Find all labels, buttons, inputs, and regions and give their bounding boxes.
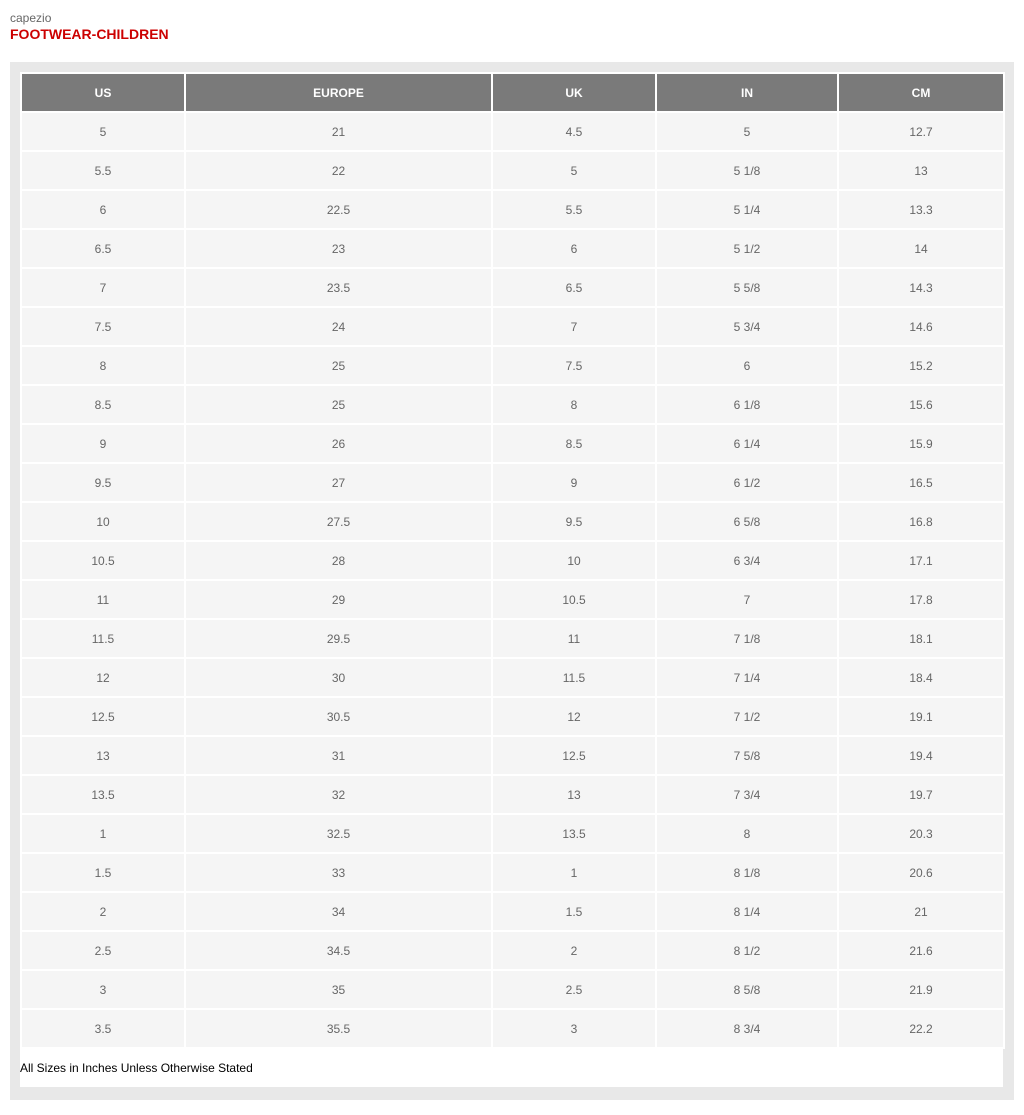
cell-uk: 7	[492, 307, 656, 346]
cell-uk: 10.5	[492, 580, 656, 619]
cell-uk: 4.5	[492, 112, 656, 151]
cell-cm: 15.9	[838, 424, 1004, 463]
cell-us: 9	[21, 424, 185, 463]
cell-cm: 20.3	[838, 814, 1004, 853]
cell-uk: 9.5	[492, 502, 656, 541]
cell-us: 6	[21, 190, 185, 229]
cell-europe: 30	[185, 658, 492, 697]
cell-europe: 31	[185, 736, 492, 775]
cell-europe: 30.5	[185, 697, 492, 736]
cell-us: 13	[21, 736, 185, 775]
cell-in: 8 1/4	[656, 892, 838, 931]
cell-uk: 2.5	[492, 970, 656, 1009]
cell-europe: 29	[185, 580, 492, 619]
cell-cm: 21.6	[838, 931, 1004, 970]
cell-in: 8 1/2	[656, 931, 838, 970]
cell-europe: 28	[185, 541, 492, 580]
cell-cm: 19.4	[838, 736, 1004, 775]
cell-uk: 9	[492, 463, 656, 502]
cell-europe: 34.5	[185, 931, 492, 970]
cell-cm: 14.6	[838, 307, 1004, 346]
table-row	[21, 1009, 1004, 1048]
table-row	[21, 268, 1004, 307]
cell-cm: 14	[838, 229, 1004, 268]
cell-cm: 21.9	[838, 970, 1004, 1009]
brand-name: capezio	[10, 11, 52, 25]
cell-in: 8 5/8	[656, 970, 838, 1009]
cell-cm: 17.8	[838, 580, 1004, 619]
cell-uk: 5.5	[492, 190, 656, 229]
size-chart-table	[20, 72, 1005, 1049]
cell-uk: 6.5	[492, 268, 656, 307]
table-row	[21, 853, 1004, 892]
table-row	[21, 190, 1004, 229]
cell-us: 13.5	[21, 775, 185, 814]
cell-cm: 12.7	[838, 112, 1004, 151]
cell-europe: 23.5	[185, 268, 492, 307]
table-row	[21, 385, 1004, 424]
cell-uk: 3	[492, 1009, 656, 1048]
cell-us: 8.5	[21, 385, 185, 424]
cell-cm: 13	[838, 151, 1004, 190]
cell-europe: 33	[185, 853, 492, 892]
column-header-us: US	[21, 73, 185, 112]
cell-uk: 8	[492, 385, 656, 424]
cell-uk: 1.5	[492, 892, 656, 931]
cell-cm: 16.8	[838, 502, 1004, 541]
cell-uk: 11.5	[492, 658, 656, 697]
table-body	[21, 112, 1004, 1048]
column-header-europe: EUROPE	[185, 73, 492, 112]
page-title: FOOTWEAR-CHILDREN	[10, 26, 169, 42]
cell-europe: 29.5	[185, 619, 492, 658]
cell-in: 8 1/8	[656, 853, 838, 892]
cell-uk: 5	[492, 151, 656, 190]
cell-in: 5 5/8	[656, 268, 838, 307]
cell-in: 6 5/8	[656, 502, 838, 541]
cell-in: 7 3/4	[656, 775, 838, 814]
table-row	[21, 619, 1004, 658]
cell-us: 8	[21, 346, 185, 385]
cell-us: 9.5	[21, 463, 185, 502]
cell-in: 7 1/2	[656, 697, 838, 736]
cell-us: 10.5	[21, 541, 185, 580]
table-row	[21, 424, 1004, 463]
cell-in: 6 1/4	[656, 424, 838, 463]
cell-us: 7	[21, 268, 185, 307]
table-row	[21, 112, 1004, 151]
table-row	[21, 580, 1004, 619]
cell-in: 6	[656, 346, 838, 385]
cell-uk: 12.5	[492, 736, 656, 775]
cell-in: 7 1/4	[656, 658, 838, 697]
cell-cm: 13.3	[838, 190, 1004, 229]
cell-us: 2.5	[21, 931, 185, 970]
table-row	[21, 463, 1004, 502]
cell-uk: 10	[492, 541, 656, 580]
cell-cm: 18.4	[838, 658, 1004, 697]
cell-europe: 25	[185, 346, 492, 385]
cell-cm: 15.2	[838, 346, 1004, 385]
cell-in: 7 5/8	[656, 736, 838, 775]
table-row	[21, 151, 1004, 190]
cell-us: 6.5	[21, 229, 185, 268]
table-row	[21, 229, 1004, 268]
cell-cm: 19.7	[838, 775, 1004, 814]
cell-uk: 2	[492, 931, 656, 970]
cell-uk: 11	[492, 619, 656, 658]
cell-in: 5	[656, 112, 838, 151]
cell-in: 6 1/2	[656, 463, 838, 502]
cell-europe: 24	[185, 307, 492, 346]
table-row	[21, 541, 1004, 580]
cell-cm: 19.1	[838, 697, 1004, 736]
cell-cm: 22.2	[838, 1009, 1004, 1048]
cell-in: 6 1/8	[656, 385, 838, 424]
column-header-cm: CM	[838, 73, 1004, 112]
cell-uk: 6	[492, 229, 656, 268]
cell-uk: 12	[492, 697, 656, 736]
table-row	[21, 892, 1004, 931]
cell-in: 8 3/4	[656, 1009, 838, 1048]
cell-us: 1.5	[21, 853, 185, 892]
cell-us: 7.5	[21, 307, 185, 346]
cell-us: 12.5	[21, 697, 185, 736]
table-row	[21, 658, 1004, 697]
cell-europe: 27.5	[185, 502, 492, 541]
cell-cm: 21	[838, 892, 1004, 931]
cell-us: 3	[21, 970, 185, 1009]
cell-in: 7 1/8	[656, 619, 838, 658]
table-row	[21, 775, 1004, 814]
cell-europe: 22	[185, 151, 492, 190]
table-row	[21, 931, 1004, 970]
cell-us: 11.5	[21, 619, 185, 658]
cell-uk: 1	[492, 853, 656, 892]
table-row	[21, 502, 1004, 541]
cell-uk: 13.5	[492, 814, 656, 853]
cell-cm: 18.1	[838, 619, 1004, 658]
cell-us: 12	[21, 658, 185, 697]
column-header-uk: UK	[492, 73, 656, 112]
table-row	[21, 307, 1004, 346]
cell-cm: 20.6	[838, 853, 1004, 892]
size-chart-panel	[10, 62, 1014, 1100]
cell-in: 5 1/8	[656, 151, 838, 190]
cell-europe: 21	[185, 112, 492, 151]
cell-us: 11	[21, 580, 185, 619]
cell-europe: 26	[185, 424, 492, 463]
table-row	[21, 814, 1004, 853]
cell-europe: 32.5	[185, 814, 492, 853]
cell-europe: 27	[185, 463, 492, 502]
table-row	[21, 697, 1004, 736]
cell-us: 3.5	[21, 1009, 185, 1048]
column-header-in: IN	[656, 73, 838, 112]
cell-uk: 13	[492, 775, 656, 814]
cell-europe: 25	[185, 385, 492, 424]
table-header-row	[21, 73, 1004, 112]
cell-in: 8	[656, 814, 838, 853]
cell-cm: 17.1	[838, 541, 1004, 580]
cell-uk: 8.5	[492, 424, 656, 463]
table-row	[21, 970, 1004, 1009]
cell-us: 2	[21, 892, 185, 931]
cell-europe: 35	[185, 970, 492, 1009]
cell-europe: 35.5	[185, 1009, 492, 1048]
cell-cm: 16.5	[838, 463, 1004, 502]
size-chart-container	[20, 72, 1004, 1087]
table-row	[21, 736, 1004, 775]
cell-us: 1	[21, 814, 185, 853]
cell-uk: 7.5	[492, 346, 656, 385]
cell-cm: 14.3	[838, 268, 1004, 307]
cell-europe: 23	[185, 229, 492, 268]
sizes-note: All Sizes in Inches Unless Otherwise Stated	[20, 1049, 1003, 1087]
table-row	[21, 346, 1004, 385]
cell-europe: 34	[185, 892, 492, 931]
cell-cm: 15.6	[838, 385, 1004, 424]
cell-us: 5.5	[21, 151, 185, 190]
cell-in: 5 1/2	[656, 229, 838, 268]
cell-us: 10	[21, 502, 185, 541]
cell-in: 7	[656, 580, 838, 619]
cell-in: 6 3/4	[656, 541, 838, 580]
cell-us: 5	[21, 112, 185, 151]
cell-europe: 22.5	[185, 190, 492, 229]
cell-in: 5 1/4	[656, 190, 838, 229]
cell-in: 5 3/4	[656, 307, 838, 346]
cell-europe: 32	[185, 775, 492, 814]
